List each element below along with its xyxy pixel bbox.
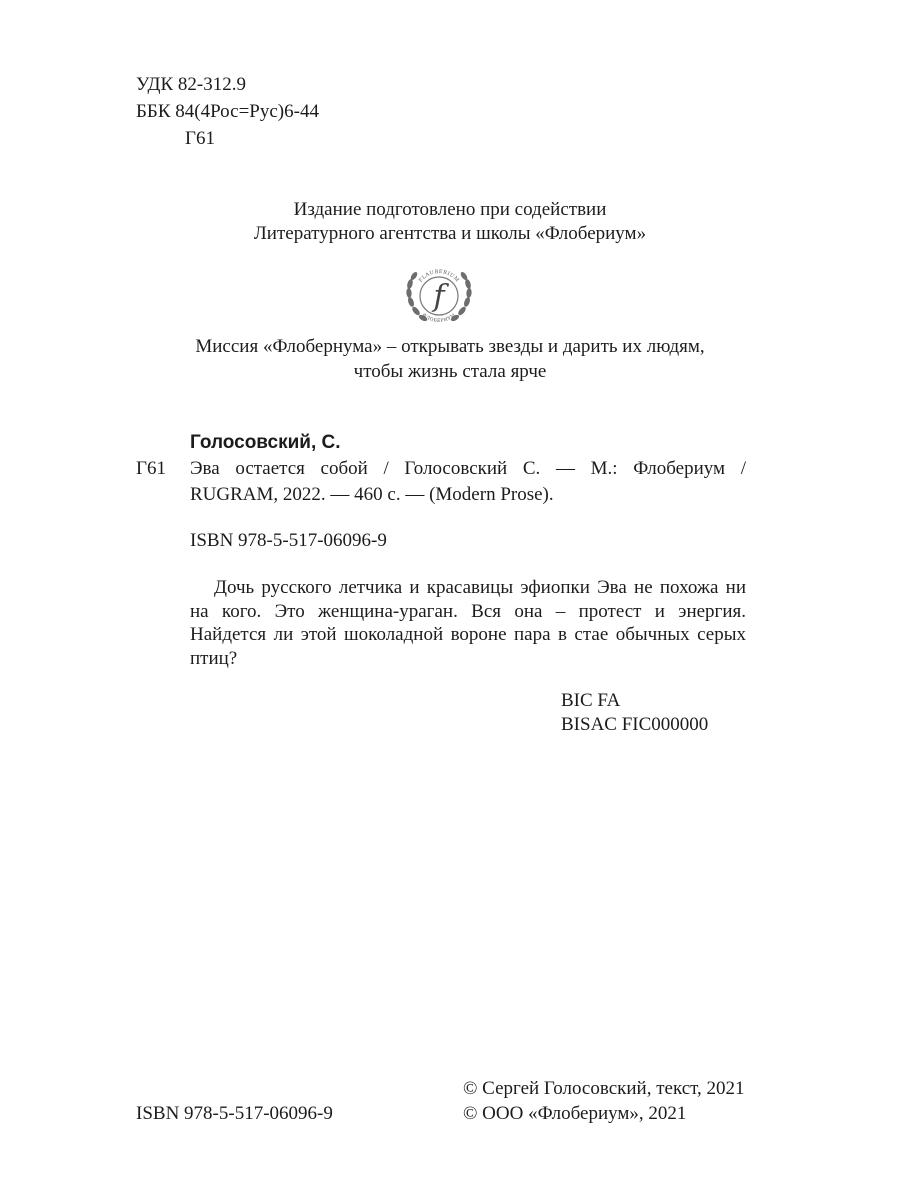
mission-line-1: Миссия «Флобернума» – открывать звезды и дарить их людям, bbox=[195, 336, 705, 357]
entry-author: Голосовский, С. bbox=[190, 432, 341, 453]
logo-bottom-text: ФЛОБЕРИУМ bbox=[420, 312, 458, 325]
copyright-publisher: © ООО «Флобериум», 2021 bbox=[463, 1103, 687, 1124]
logo-top-text: FLAUBERIUM bbox=[417, 268, 461, 284]
annotation-paragraph: Дочь русского летчика и красавицы эфиопки Эва не похожа ни на кого. Это женщина-ураган. Вся она – протест и энергия. Найдется ли этой шоколадной вороне пара в стае обычных серых птиц? bbox=[190, 577, 746, 669]
flauberium-logo-icon bbox=[402, 258, 476, 332]
author-mark-top: Г61 bbox=[185, 128, 215, 149]
logo-letter: f bbox=[433, 279, 445, 314]
copyright-author: © Сергей Голосовский, текст, 2021 bbox=[463, 1078, 745, 1099]
bisac-code: BISAC FIC000000 bbox=[561, 714, 709, 735]
bic-code: BIC FA bbox=[561, 690, 621, 711]
footer-isbn: ISBN 978-5-517-06096-9 bbox=[136, 1103, 333, 1124]
bbk-code: ББК 84(4Рос=Рус)6-44 bbox=[136, 101, 319, 122]
edition-note-line-2: Литературного агентства и школы «Флобериум» bbox=[253, 223, 647, 244]
entry-author-mark: Г61 bbox=[136, 458, 166, 479]
edition-note-line-1: Издание подготовлено при содействии bbox=[293, 199, 607, 220]
mission-line-2: чтобы жизнь стала ярче bbox=[353, 361, 547, 382]
entry-description-line-2: RUGRAM, 2022. — 460 с. — (Modern Prose). bbox=[190, 484, 554, 505]
udk-code: УДК 82-312.9 bbox=[136, 74, 246, 95]
entry-description-line-1: Эва остается собой / Голосовский С. — М.: Флобериум / bbox=[190, 458, 746, 479]
isbn-entry: ISBN 978-5-517-06096-9 bbox=[190, 530, 387, 551]
